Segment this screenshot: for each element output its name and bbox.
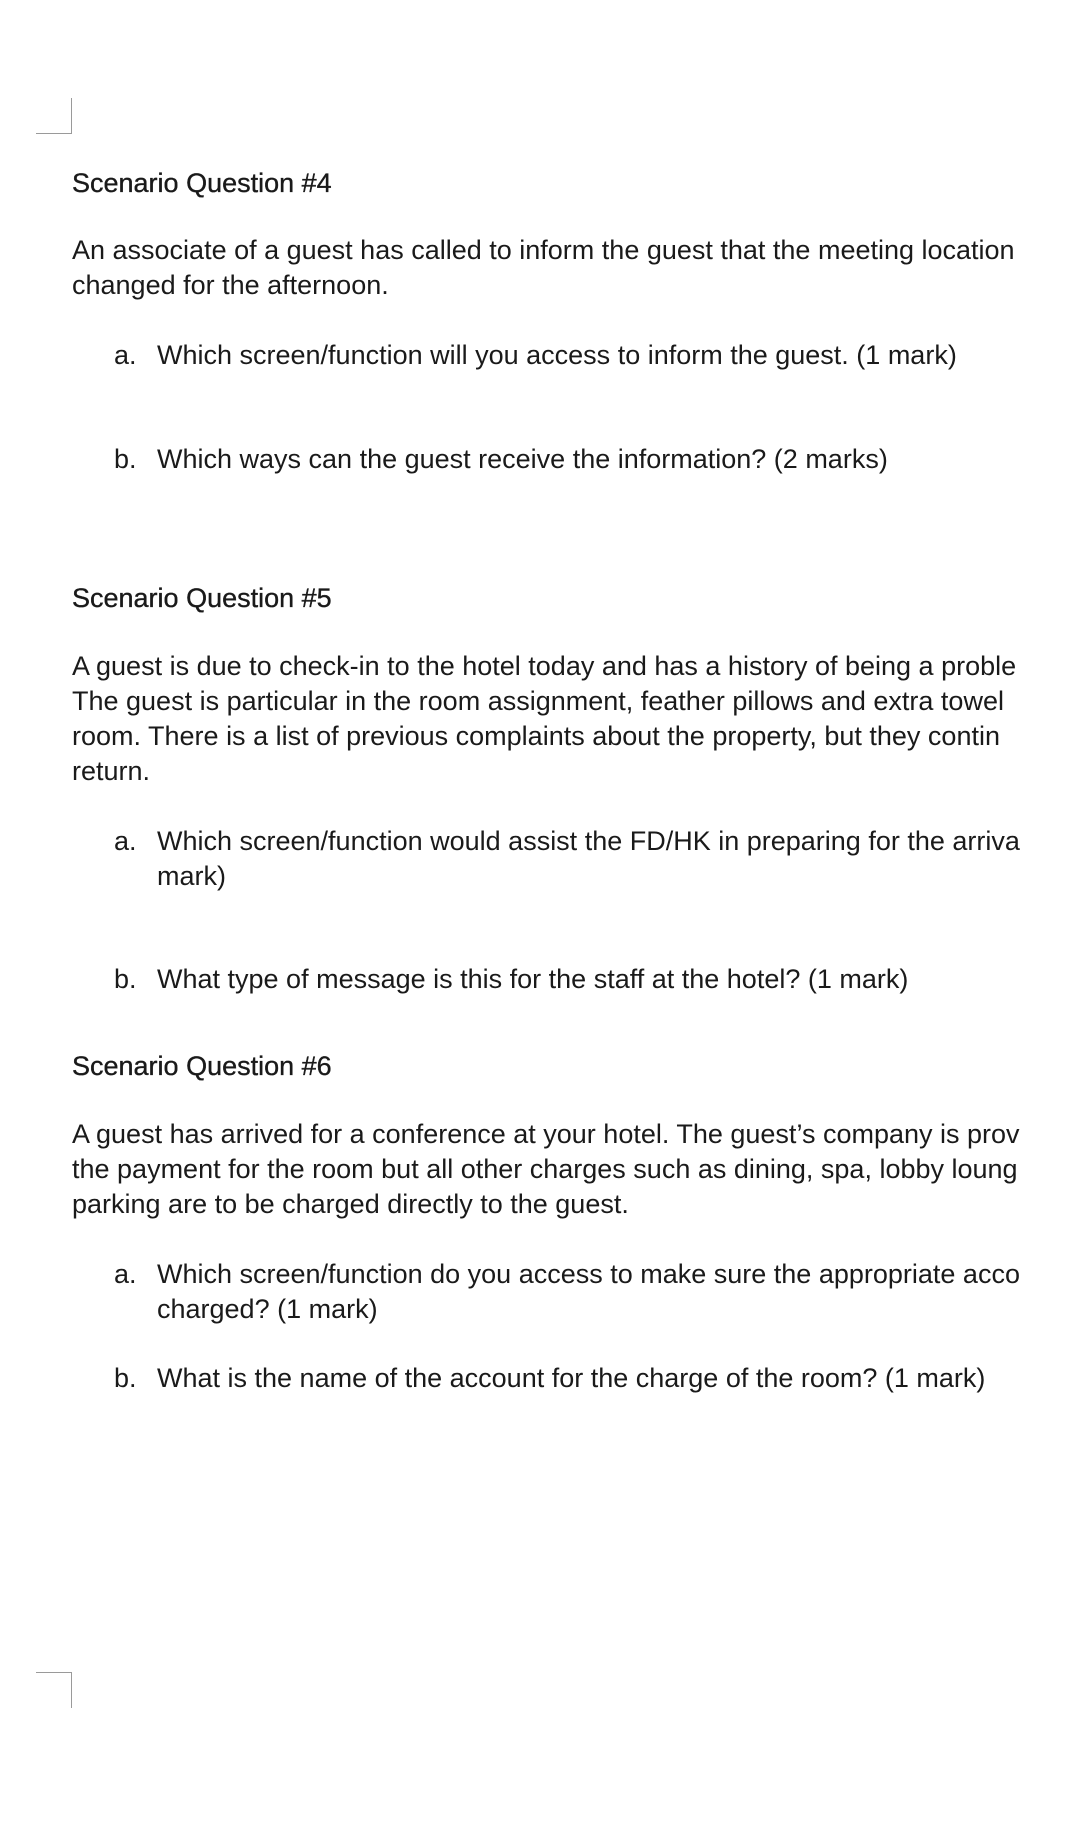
item-line: Which screen/function would assist the FD/HK in preparing for the arriva [157, 826, 1020, 856]
list-item-text [157, 442, 1067, 477]
item-line: charged? (1 mark) [157, 1294, 378, 1324]
list-item-marker: a. [114, 826, 137, 856]
list-item-text [157, 824, 1067, 894]
section-question-4 [72, 166, 1067, 477]
item-line: Which screen/function will you access to inform the guest. (1 mark) [157, 340, 957, 370]
item-line: Which screen/function do you access to make sure the appropriate acco [157, 1259, 1020, 1289]
item-line: What is the name of the account for the charge of the room? (1 mark) [157, 1363, 986, 1393]
list-item [72, 338, 1067, 373]
section-question-6 [72, 1049, 1067, 1396]
list-item-marker: b. [114, 1363, 137, 1393]
list-item-text [157, 962, 1067, 997]
list-item-marker: b. [114, 444, 137, 474]
list-item-marker: b. [114, 964, 137, 994]
item-line: What type of message is this for the staff at the hotel? (1 mark) [157, 964, 909, 994]
list-item [72, 442, 1067, 477]
scenario-paragraph [72, 649, 1067, 789]
top-margin-corner-mark [36, 98, 72, 134]
list-item-text [157, 338, 1067, 373]
section-question-5 [72, 581, 1067, 997]
paragraph-line: the payment for the room but all other charges such as dining, spa, lobby loung [72, 1154, 1018, 1184]
section-heading: Scenario Question #5 [72, 583, 332, 613]
list-item-marker: a. [114, 1259, 137, 1289]
document-body [72, 166, 1067, 1396]
item-line: Which ways can the guest receive the information? (2 marks) [157, 444, 888, 474]
scenario-paragraph [72, 1117, 1067, 1222]
paragraph-line: changed for the afternoon. [72, 270, 389, 300]
paragraph-line: An associate of a guest has called to inform the guest that the meeting location [72, 235, 1015, 265]
list-item [72, 1361, 1067, 1396]
section-heading: Scenario Question #6 [72, 1051, 332, 1081]
paragraph-line: A guest is due to check-in to the hotel today and has a history of being a proble [72, 651, 1017, 681]
paragraph-line: return. [72, 756, 151, 786]
list-item [72, 962, 1067, 997]
paragraph-line: A guest has arrived for a conference at your hotel. The guest’s company is prov [72, 1119, 1020, 1149]
section-heading: Scenario Question #4 [72, 168, 332, 198]
paragraph-line: The guest is particular in the room assignment, feather pillows and extra towel [72, 686, 1004, 716]
list-item-marker: a. [114, 340, 137, 370]
list-item-text [157, 1257, 1067, 1327]
paragraph-line: parking are to be charged directly to the guest. [72, 1189, 629, 1219]
bottom-margin-corner-mark [36, 1672, 72, 1708]
paragraph-line: room. There is a list of previous complaints about the property, but they contin [72, 721, 1000, 751]
list-item-text [157, 1361, 1067, 1396]
list-item [72, 1257, 1067, 1327]
list-item [72, 824, 1067, 894]
item-line: mark) [157, 861, 226, 891]
scenario-paragraph [72, 233, 1067, 303]
